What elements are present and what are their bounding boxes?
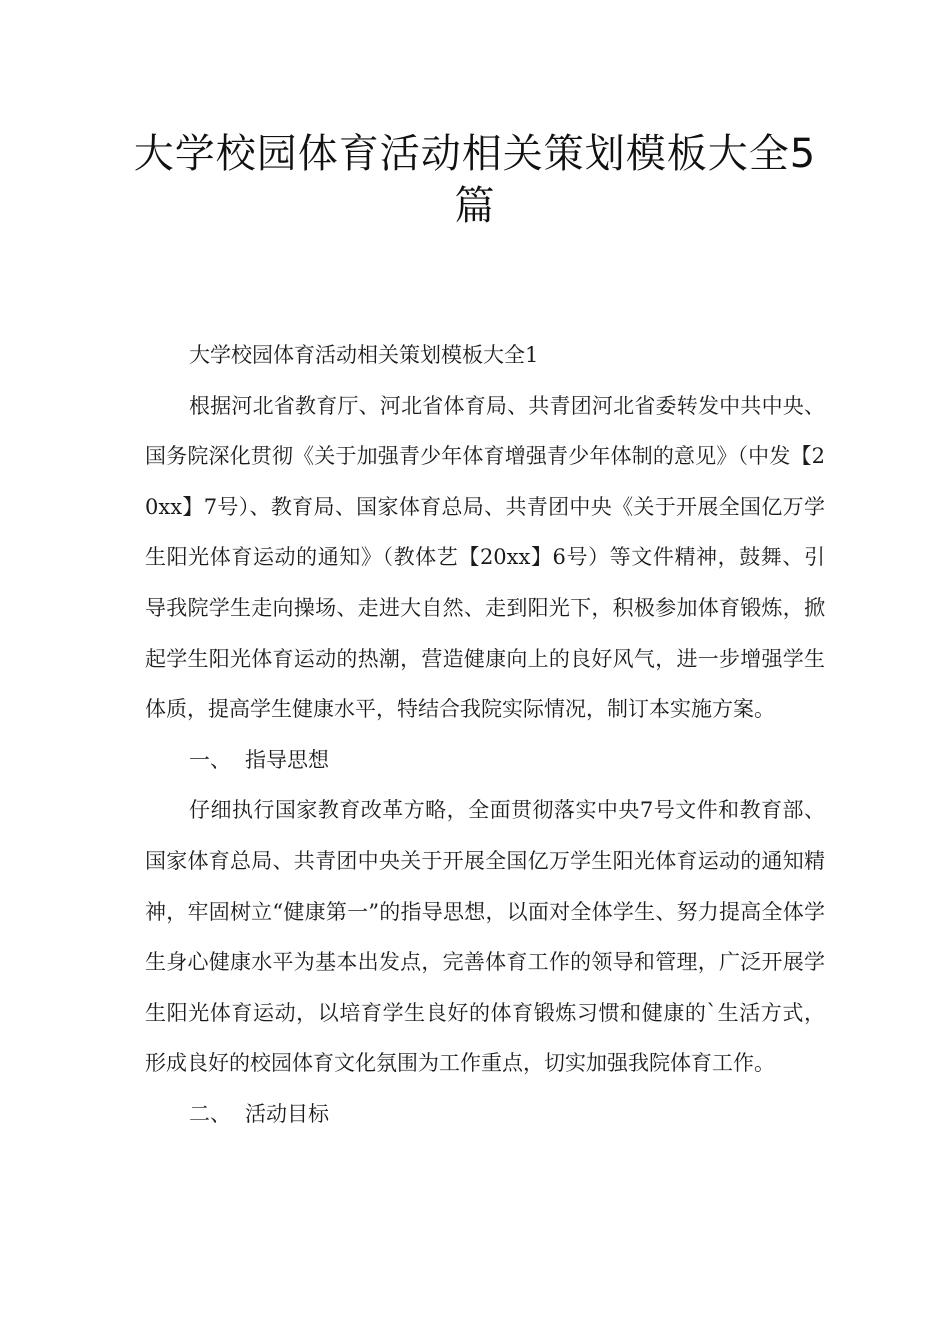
section-number-2: 二、 (189, 1101, 231, 1126)
intro-paragraph: 根据河北省教育厅、河北省体育局、共青团河北省委转发中共中央、国务院深化贯彻《关于加强青少年体育增强青少年体制的意见》（中发【20xx】7号）、教育局、国家体育总局、共青团中央《关于开展全国亿万学生阳光体育运动的通知》（教体艺【20xx】6号）等文件精神，鼓舞、引导我院学生走向操场、走进大自然、走到阳光下，积极参加体育锻炼，掀起学生阳光体育运动的热潮，营造健康向上的良好风气，进一步增强学生体质，提高学生健康水平，特结合我院实际情况，制订本实施方案。 (145, 393, 825, 722)
document-body (145, 330, 825, 1140)
document-subtitle: 大学校园体育活动相关策划模板大全1 (189, 343, 539, 367)
section-1-paragraph: 仔细执行国家教育改革方略，全面贯彻落实中央7号文件和教育部、国家体育总局、共青团中央关于开展全国亿万学生阳光体育运动的通知精神，牢固树立“健康第一”的指导思想，以面对全体学生、努力提高全体学生身心健康水平为基本出发点，完善体育工作的领导和管理，广泛开展学生阳光体育运动，以培育学生良好的体育锻炼习惯和健康的`生活方式，形成良好的校园体育文化氛围为工作重点，切实加强我院体育工作。 (145, 798, 825, 1076)
document-title: 大学校园体育活动相关策划模板大全5篇 (133, 131, 817, 229)
section-heading-1 (145, 735, 825, 786)
section-number-1: 一、 (189, 747, 231, 772)
section-heading-2 (145, 1089, 825, 1140)
section-title-1: 指导思想 (245, 747, 329, 772)
section-title-2: 活动目标 (245, 1101, 329, 1126)
